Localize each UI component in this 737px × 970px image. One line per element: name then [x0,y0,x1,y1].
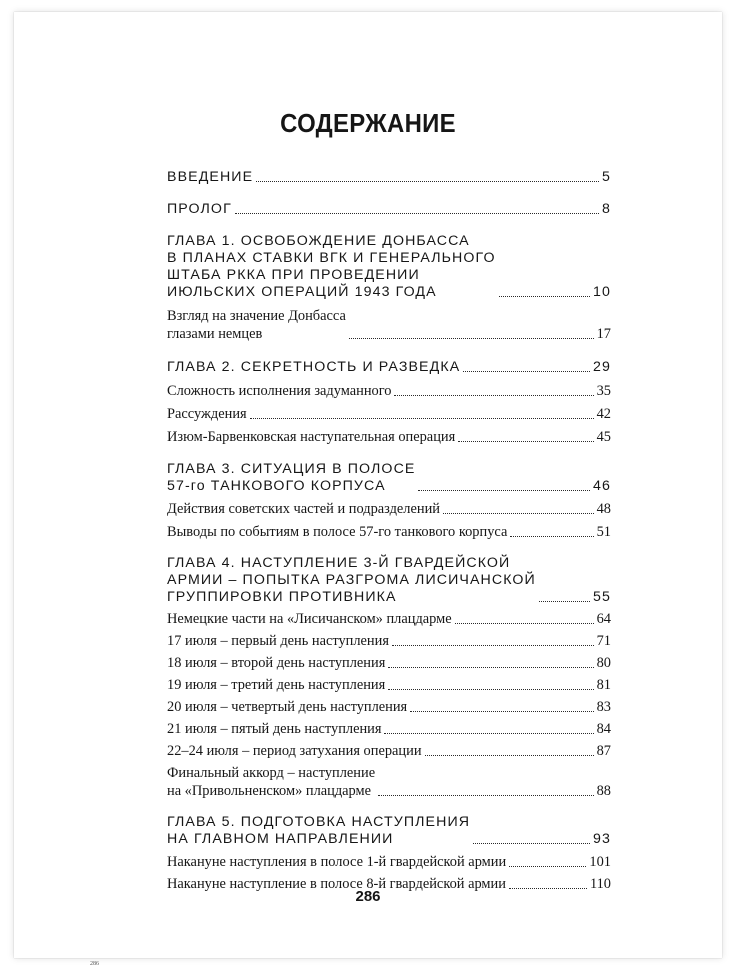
toc-entry-page: 8 [602,201,611,217]
toc-entry-title: ПРОЛОГ [167,201,232,217]
dot-leader [539,601,590,602]
dot-leader [410,711,593,712]
dot-leader [378,795,594,796]
dot-leader [499,296,590,297]
toc-entry-page: 5 [602,169,611,185]
toc-entry-page: 88 [596,783,611,799]
toc-entry-chapter-3 [167,461,611,495]
toc-entry-title: Выводы по событиям в полосе 57-го танкового корпуса [167,524,508,540]
toc-entry-title: Накануне наступления в полосе 1-й гвардейской армии [167,854,507,870]
toc-entry-title: ГЛАВА 2. СЕКРЕТНОСТЬ И РАЗВЕДКА [167,359,461,375]
toc-entry-section [167,500,611,518]
book-page [14,12,722,958]
toc-entry-chapter-2 [167,359,611,376]
toc-entry-title: 22–24 июля – период затухания операции [167,743,422,759]
toc-entry-section [167,764,611,800]
toc-entry-section [167,382,611,400]
toc-entry-page: 55 [593,589,611,605]
dot-leader [443,513,594,514]
corner-page-note: 286 [90,961,99,967]
toc-entry-page: 46 [593,478,611,494]
toc-entry-page: 87 [596,743,611,759]
toc-entry-section [167,610,611,628]
toc-entry-title: Взгляд на значение Донбасса глазами немцев [167,308,346,342]
toc-entry-page: 51 [596,524,611,540]
dot-leader [392,645,594,646]
dot-leader [256,181,599,182]
toc-entry-title: Рассуждения [167,406,247,422]
toc-entry-title: 17 июля – первый день наступления [167,633,389,649]
toc-entry-title: Действия советских частей и подразделений [167,501,440,517]
toc-entry-title: Сложность исполнения задуманного [167,383,392,399]
toc-entry-introduction [167,169,611,186]
toc-entry-section [167,632,611,650]
toc-entry-title: 19 июля – третий день наступления [167,677,386,693]
toc-entry-chapter-1 [167,233,611,301]
dot-leader [388,667,593,668]
dot-leader [250,418,594,419]
toc-entry-page: 80 [596,655,611,671]
toc-heading: СОДЕРЖАНИЕ [280,108,456,138]
toc-entry-page: 84 [596,721,611,737]
dot-leader [235,213,599,214]
toc-entry-page: 64 [596,611,611,627]
toc-entry-section [167,405,611,423]
page-number: 286 [355,888,381,905]
toc-entry-title: 20 июля – четвертый день наступления [167,699,408,715]
toc-entry-section [167,720,611,738]
toc-entry-section [167,853,611,871]
toc-entry-page: 42 [596,406,611,422]
dot-leader [388,689,593,690]
dot-leader [510,536,593,537]
toc-entry-title: Накануне наступление в полосе 8-й гвардейской армии [167,876,506,892]
toc-entry-title: ГЛАВА 1. ОСВОБОЖДЕНИЕ ДОНБАССА В ПЛАНАХ СТАВКИ ВГК И ГЕНЕРАЛЬНОГО ШТАБА РККА ПРИ ПРОВЕДЕНИИ ИЮЛЬСКИХ ОПЕРАЦИЙ 1943 ГОДА [167,233,496,300]
toc-entry-page: 35 [596,383,611,399]
toc-entry-title: ГЛАВА 5. ПОДГОТОВКА НАСТУПЛЕНИЯ НА ГЛАВНОМ НАПРАВЛЕНИИ [167,814,471,847]
toc-entry-page: 110 [589,876,611,892]
table-of-contents [167,163,611,893]
dot-leader [418,490,590,491]
dot-leader [458,441,593,442]
toc-entry-section [167,676,611,694]
toc-entry-page: 17 [596,326,611,342]
toc-entry-page: 48 [596,501,611,517]
toc-entry-page: 83 [596,699,611,715]
toc-entry-title: 21 июля – пятый день наступления [167,721,382,737]
toc-entry-chapter-4 [167,555,611,606]
toc-entry-title: ГЛАВА 4. НАСТУПЛЕНИЕ 3-Й ГВАРДЕЙСКОЙ АРМИИ – ПОПЫТКА РАЗГРОМА ЛИСИЧАНСКОЙ ГРУППИРОВКИ ПРОТИВНИКА [167,555,536,605]
toc-entry-section [167,742,611,760]
dot-leader [463,371,590,372]
toc-entry-section [167,523,611,541]
toc-entry-title: Немецкие части на «Лисичанском» плацдарме [167,611,452,627]
toc-entry-chapter-5 [167,814,611,848]
toc-entry-prologue [167,201,611,218]
toc-entry-page: 10 [593,284,611,300]
toc-entry-title: ГЛАВА 3. СИТУАЦИЯ В ПОЛОСЕ 57-го ТАНКОВОГО КОРПУСА [167,461,416,494]
toc-entry-title: ВВЕДЕНИЕ [167,169,254,185]
toc-entry-page: 71 [596,633,611,649]
dot-leader [384,733,593,734]
toc-entry-title: Изюм-Барвенковская наступательная операция [167,429,456,445]
toc-entry-section [167,307,611,343]
dot-leader [509,866,586,867]
toc-entry-page: 93 [593,831,611,847]
dot-leader [349,338,594,339]
dot-leader [394,395,593,396]
dot-leader [455,623,594,624]
toc-entry-section [167,698,611,716]
dot-leader [425,755,594,756]
toc-entry-title: Финальный аккорд – наступление на «Привольненском» плацдарме [167,765,376,799]
toc-entry-page: 81 [596,677,611,693]
dot-leader [473,843,590,844]
toc-entry-page: 29 [593,359,611,375]
toc-entry-section [167,654,611,672]
toc-entry-page: 45 [596,429,611,445]
toc-entry-title: 18 июля – второй день наступления [167,655,386,671]
toc-entry-page: 101 [589,854,611,870]
toc-entry-section [167,428,611,446]
